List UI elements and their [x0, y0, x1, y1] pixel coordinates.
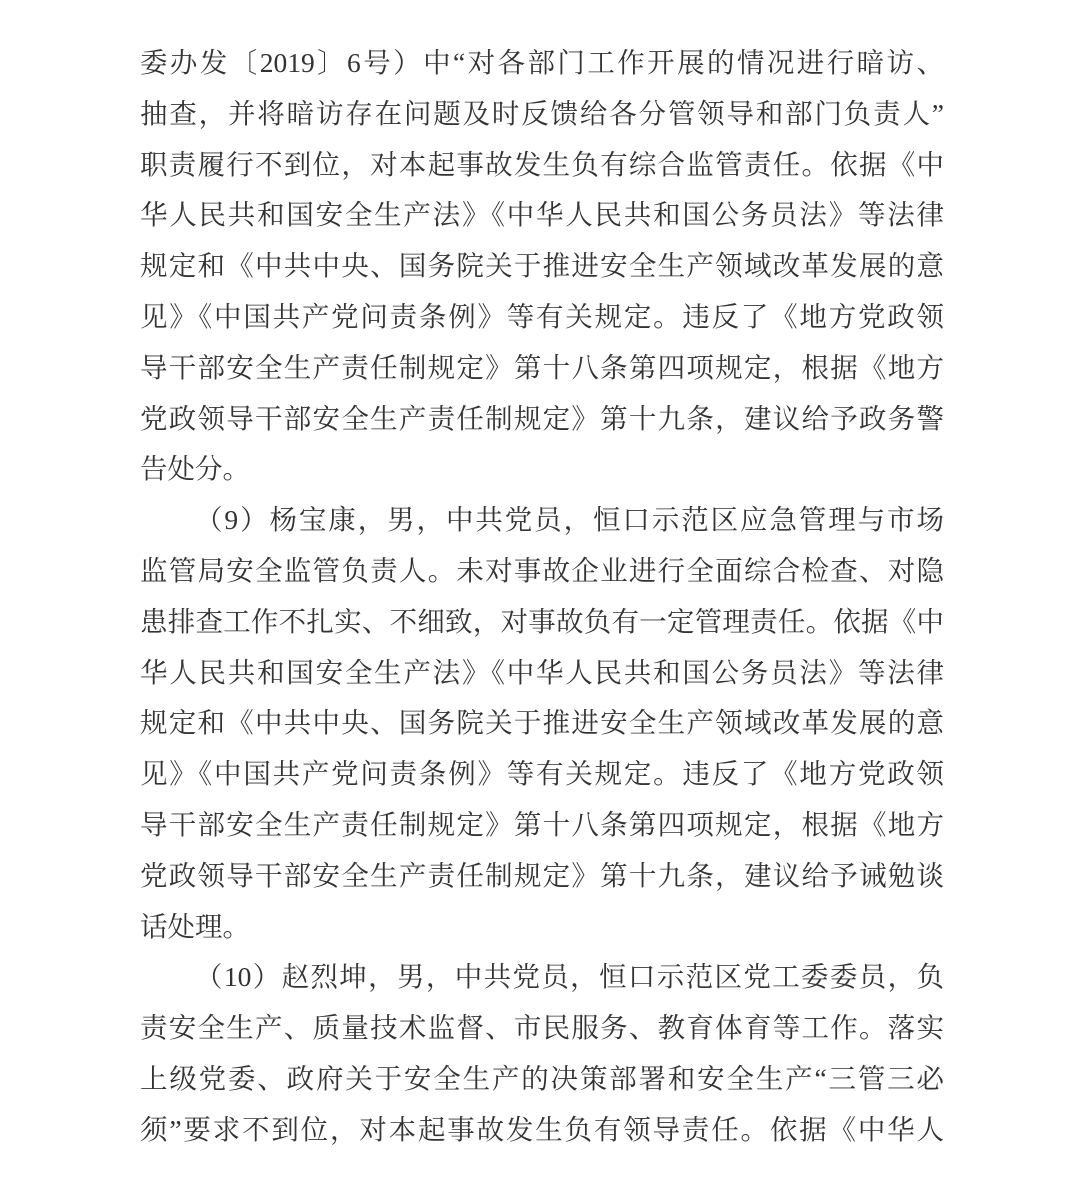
text-line: 职责履行不到位，对本起事故发生负有综合监管责任。依据《中	[140, 148, 944, 180]
text-line: 话处理。	[140, 910, 250, 942]
text-line: 患排查工作不扎实、不细致，对事故负有一定管理责任。依据《中	[140, 605, 944, 637]
paragraph-person-10	[140, 952, 944, 1155]
paragraph-continued-from-previous-page	[140, 38, 944, 495]
text-line: 导干部安全生产责任制规定》第十八条第四项规定，根据《地方	[140, 351, 944, 383]
text-line: 见》《中国共产党问责条例》等有关规定。违反了《地方党政领	[140, 758, 944, 790]
text-line: 须”要求不到位，对本起事故发生负有领导责任。依据《中华人	[140, 1113, 944, 1145]
text-line: 规定和《中共中央、国务院关于推进安全生产领域改革发展的意	[140, 707, 944, 739]
text-line: （10）赵烈坤，男，中共党员，恒口示范区党工委委员，负	[195, 961, 944, 993]
text-line: 党政领导干部安全生产责任制规定》第十九条，建议给予政务警	[140, 402, 944, 434]
text-line: 监管局安全监管负责人。未对事故企业进行全面综合检查、对隐	[140, 554, 944, 586]
text-line: 华人民共和国安全生产法》《中华人民共和国公务员法》等法律	[140, 656, 944, 688]
text-line: 见》《中国共产党问责条例》等有关规定。违反了《地方党政领	[140, 300, 944, 332]
text-line: 责安全生产、质量技术监督、市民服务、教育体育等工作。落实	[140, 1012, 944, 1044]
text-line: （9）杨宝康，男，中共党员，恒口示范区应急管理与市场	[195, 504, 944, 536]
text-line: 告处分。	[140, 453, 250, 485]
text-line: 抽查，并将暗访存在问题及时反馈给各分管领导和部门负责人”	[140, 97, 944, 129]
text-line: 上级党委、政府关于安全生产的决策部署和安全生产“三管三必	[140, 1062, 944, 1094]
text-line: 华人民共和国安全生产法》《中华人民共和国公务员法》等法律	[140, 199, 944, 231]
text-line: 委办发〔2019〕6号）中“对各部门工作开展的情况进行暗访、	[140, 47, 944, 78]
text-line: 导干部安全生产责任制规定》第十八条第四项规定，根据《地方	[140, 808, 944, 840]
paragraph-person-9	[140, 495, 944, 952]
text-line: 规定和《中共中央、国务院关于推进安全生产领域改革发展的意	[140, 250, 944, 282]
text-line: 党政领导干部安全生产责任制规定》第十九条，建议给予诫勉谈	[140, 859, 944, 891]
